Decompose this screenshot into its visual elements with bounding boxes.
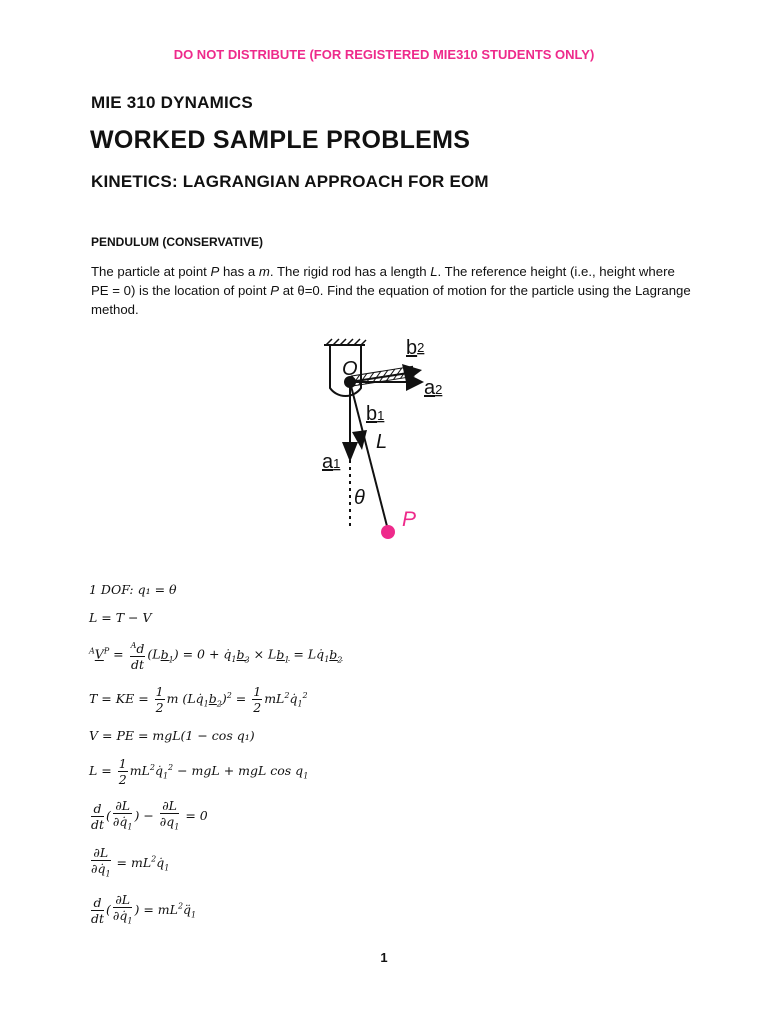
problem-statement: The particle at point P has a m. The rigid rod has a length L. The reference height (i.e., height where PE = 0) is the location of point P at θ=0. Find the equation of motion for the particle using the Lagrange method. xyxy=(91,264,691,317)
equation-potential-energy: V = PE = mgL(1 − cos q₁) xyxy=(89,728,255,743)
label-o: O xyxy=(342,358,358,380)
particle-p xyxy=(381,525,395,539)
a2-arrowhead xyxy=(406,373,424,391)
course-name: MIE 310 DYNAMICS xyxy=(91,93,253,112)
label-b2: b2 xyxy=(406,337,425,359)
equation-lagrange: $\frac{d}{dt}$ ( $\frac{\partial L}{\partial q̇_1}$ ) − $\frac{\partial L}{\partial q_1}$ = 0 xyxy=(91,798,208,832)
label-b1: b1 xyxy=(366,403,385,425)
page-title: WORKED SAMPLE PROBLEMS xyxy=(90,126,471,154)
equation-dof: 1 DOF: q₁ = θ xyxy=(89,582,177,597)
label-p: P xyxy=(402,508,417,531)
equation-velocity: $^AV^P$ = $\frac{^Ad}{dt}$ $(Lb_1) = 0$ + $q̇_1b_3 \times Lb_1$ = $Lq̇_1b_2$ xyxy=(89,638,342,672)
equation-time-derivative: $\frac{d}{dt}$ ( $\frac{\partial L}{\partial q̇_1}$ ) = $mL^2q̈_1$ xyxy=(91,892,197,926)
label-l: L xyxy=(376,431,388,453)
label-theta: θ xyxy=(354,487,365,509)
label-a2: a2 xyxy=(424,377,443,399)
page-number: 1 xyxy=(380,950,388,965)
problem-heading: PENDULUM (CONSERVATIVE) xyxy=(91,235,264,249)
equation-lagrangian: L = $\frac{1}{2}$ $mL^2q̇_1^2$ − mgL + mgL $\cos q_1$ xyxy=(89,756,309,787)
equation-kinetic-energy: T = KE = $\frac{1}{2}$ m $(Lq̇_1b_2)^2$ = $\frac{1}{2}$ $mL^2q̇_1^2$ xyxy=(89,684,308,715)
label-a1: a1 xyxy=(322,451,341,473)
pendulum-diagram xyxy=(300,330,480,545)
page-subtitle: KINETICS: LAGRANGIAN APPROACH FOR EOM xyxy=(91,172,489,191)
equation-lagrangian-def: L = T − V xyxy=(89,610,152,625)
a1-arrowhead xyxy=(342,442,358,462)
equation-partial-qdot: $\frac{\partial L}{\partial q̇_1}$ = $mL^2q̇_1$ xyxy=(91,845,170,879)
distribution-notice: DO NOT DISTRIBUTE (FOR REGISTERED MIE310 STUDENTS ONLY) xyxy=(173,47,595,62)
